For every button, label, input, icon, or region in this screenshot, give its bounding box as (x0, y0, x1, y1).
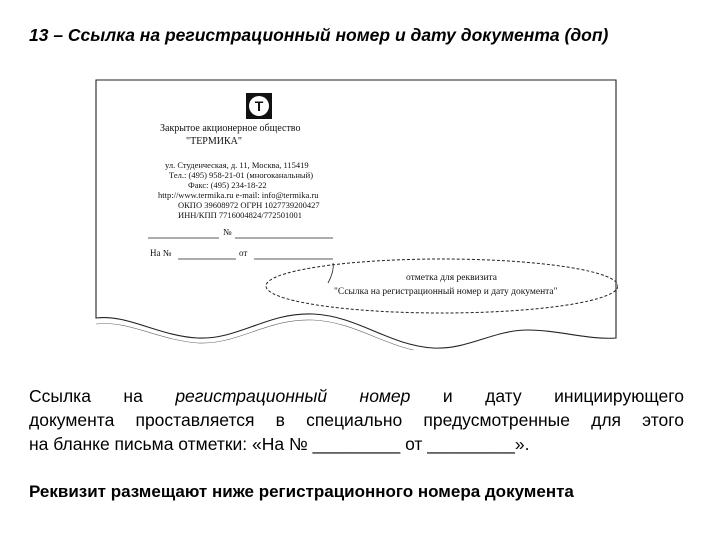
body-line-1-start: Ссылка на (29, 386, 176, 406)
company-logo (246, 93, 272, 119)
letterhead-illustration (88, 68, 618, 350)
slide-title: 13 – Ссылка на регистрационный номер и дату документа (доп) (29, 25, 609, 45)
paper-sheet-outline (96, 80, 616, 348)
callout-line-2: "Ссылка на регистрационный номер и дату документа" (334, 287, 558, 297)
body-line-3: на бланке письма отметки: «На № _________ от _________». (29, 434, 530, 454)
body-line-1 (29, 384, 684, 408)
number-label: № (223, 227, 232, 237)
org-line-2: "ТЕРМИКА" (186, 136, 242, 147)
org-fax: Факс: (495) 234-18-22 (188, 180, 267, 190)
org-phone: Тел.: (495) 958-21-01 (многоканальный) (169, 170, 314, 180)
org-inn: ИНН/КПП 7716004824/772501001 (178, 210, 302, 220)
callout-line-1: отметка для реквизита (406, 273, 498, 283)
body-line-1-end: и дату инициирующего (410, 386, 684, 406)
na-number-label: На № (150, 248, 172, 258)
body-paragraph (29, 384, 684, 456)
org-okpo: ОКПО 39608972 ОГРН 1027739200427 (178, 200, 320, 210)
org-line-1: Закрытое акционерное общество (160, 123, 301, 134)
logo-letter: T (254, 98, 264, 114)
org-address: ул. Студенческая, д. 11, Москва, 115419 (165, 160, 309, 170)
org-web: http://www.termika.ru e-mail: info@termika.ru (158, 190, 319, 200)
body-line-1-italic: регистрационный номер (175, 386, 411, 406)
date-from-label: от (239, 248, 248, 258)
footer-note: Реквизит размещают ниже регистрационного номера документа (29, 482, 574, 501)
body-line-2: документа проставляется в специально предусмотренные для этого (29, 410, 684, 430)
